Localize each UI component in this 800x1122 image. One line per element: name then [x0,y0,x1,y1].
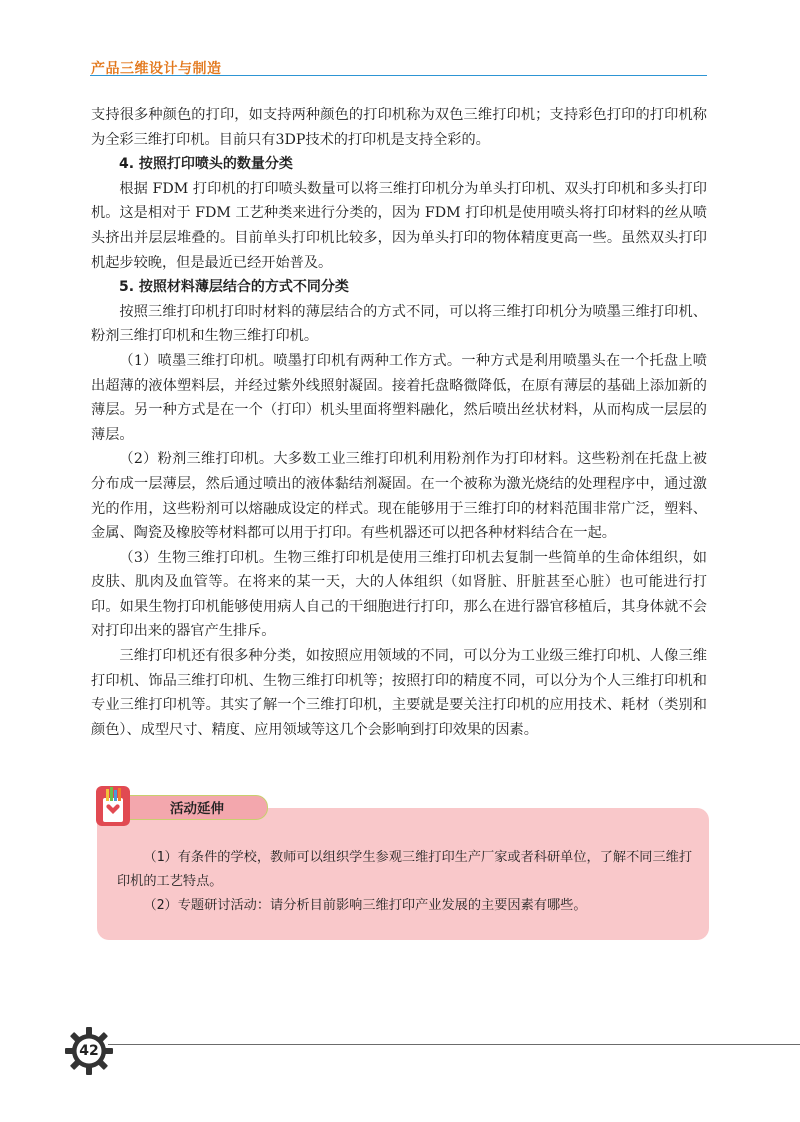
paragraph: 支持很多种颜色的打印，如支持两种颜色的打印机称为双色三维打印机；支持彩色打印的打印机称为全彩三维打印机。目前只有3DP技术的打印机是支持全彩的。 [91,107,707,148]
paragraph: （2）粉剂三维打印机。大多数工业三维打印机利用粉剂作为打印材料。这些粉剂在托盘上被分布成一层薄层，然后通过喷出的液体黏结剂凝固。在一个被称为激光烧结的处理程序中，通过激光的作用，这些粉剂可以熔融成设定的样式。现在能够用于三维打印的材料范围非常广泛，塑料、金属、陶瓷及橡胶等材料都可以用于打印。有些机器还可以把各种材料结合在一起。 [91,451,707,542]
header-divider [90,75,707,76]
footer-divider [108,1044,800,1045]
running-header: 产品三维设计与制造 [91,61,222,77]
paragraph: （1）喷墨三维打印机。喷墨打印机有两种工作方式。一种方式是利用喷墨头在一个托盘上喷出超薄的液体塑料层，并经过紫外线照射凝固。接着托盘略微降低，在原有薄层的基础上添加新的薄层。另一种方式是在一个（打印）机头里面将塑料融化，然后喷出丝状材料，从而构成一层层的薄层。 [91,352,707,443]
section-heading: 4. 按照打印喷头的数量分类 [119,156,293,173]
activity-item: （1）有条件的学校，教师可以组织学生参观三维打印生产厂家或者科研单位，了解不同三维打印机的工艺特点。 [117,850,693,889]
paragraph: 根据 FDM 打印机的打印喷头数量可以将三维打印机分为单头打印机、双头打印机和多头打印机。这是相对于 FDM 工艺种类来进行分类的，因为 FDM 打印机是使用喷头将打印材料的丝从喷头挤出并层层堆叠的。目前单头打印机比较多，因为单头打印的物体精度更高一些。虽然双头打印机起步较晚，但是最近已经开始普及。 [91,180,707,271]
section-heading: 5. 按照材料薄层结合的方式不同分类 [119,279,349,296]
body-text [91,103,707,742]
paragraph: 三维打印机还有很多种分类，如按照应用领域的不同，可以分为工业级三维打印机、人像三维打印机、饰品三维打印机、生物三维打印机等；按照打印的精度不同，可以分为个人三维打印机和专业三维打印机等。其实了解一个三维打印机，主要就是要关注打印机的应用技术、耗材（类别和颜色）、成型尺寸、精度、应用领域等这几个会影响到打印效果的因素。 [91,648,707,738]
activity-item: （2）专题研讨活动：请分析目前影响三维打印产业发展的主要因素有哪些。 [143,898,587,913]
activity-content [117,846,697,918]
paragraph: （3）生物三维打印机。生物三维打印机是使用三维打印机去复制一些简单的生命体组织，如皮肤、肌肉及血管等。在将来的某一天，大的人体组织（如肾脏、肝脏甚至心脏）也可能进行打印。如果生物打印机能够使用病人自己的干细胞进行打印，那么在进行器官移植后，其身体就不会对打印出来的器官产生排斥。 [91,549,707,640]
activity-title: 活动延伸 [170,801,224,817]
page-number: 42 [79,1043,99,1059]
bag-icon [94,784,132,828]
paragraph: 按照三维打印机打印时材料的薄层结合的方式不同，可以将三维打印机分为喷墨三维打印机、粉剂三维打印机和生物三维打印机。 [91,303,707,345]
